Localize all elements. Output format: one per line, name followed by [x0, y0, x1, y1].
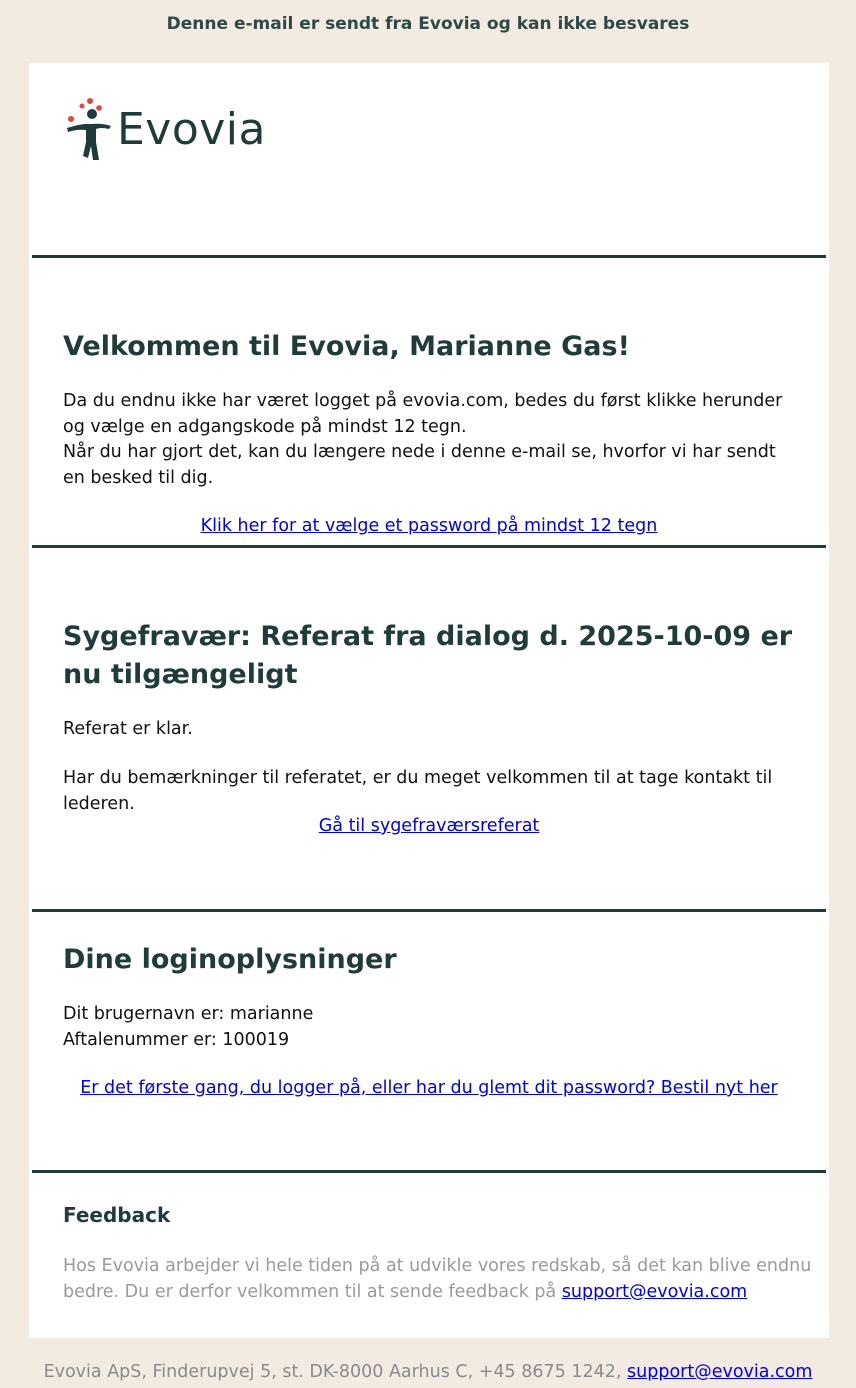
- feedback-email-link[interactable]: support@evovia.com: [561, 1281, 748, 1302]
- reset-password-link[interactable]: Er det første gang, du logger på, eller har du glemt dit password? Bestil nyt her: [80, 1078, 778, 1098]
- section-divider: [32, 909, 826, 912]
- feedback-body: Hos Evovia arbejder vi hele tiden på at udvikle vores redskab, så det kan blive endnu bedre. Du er derfor velkommen til at sende feedback på: [63, 1256, 812, 1302]
- welcome-text-1: Da du endnu ikke har været logget på evovia.com, bedes du først klikke herunder og vælge en adgangskode på mindst 12 tegn.: [63, 391, 783, 437]
- absence-title: Sygefravær: Referat fra dialog d. 2025-10-09 er nu tilgængeligt: [63, 621, 793, 690]
- absence-text-2: Har du bemærkninger til referatet, er du meget velkommen til at tage kontakt til lederen.: [63, 768, 773, 814]
- login-username: Dit brugernavn er: marianne: [63, 1004, 314, 1024]
- feedback-title: Feedback: [63, 1203, 171, 1227]
- section-divider: [32, 1170, 826, 1173]
- evovia-figure-icon: [63, 96, 113, 162]
- evovia-logo: [63, 95, 266, 163]
- feedback-text: [63, 1254, 813, 1305]
- footer-address: Evovia ApS, Finderupvej 5, st. DK-8000 Aarhus C, +45 8675 1242,: [43, 1362, 628, 1382]
- login-title: Dine loginoplysninger: [63, 944, 397, 975]
- email-card: [29, 63, 829, 1338]
- footer: [0, 1362, 856, 1382]
- welcome-title: Velkommen til Evovia, Marianne Gas!: [63, 331, 630, 362]
- absence-report-link[interactable]: Gå til sygefraværsreferat: [318, 816, 540, 836]
- login-agreement-number: Aftalenummer er: 100019: [63, 1030, 290, 1050]
- absence-text-1: Referat er klar.: [63, 719, 193, 739]
- email-notice: Denne e-mail er sendt fra Evovia og kan ikke besvares: [166, 14, 690, 34]
- reset-password-link-wrap: [29, 1078, 829, 1098]
- section-divider: [32, 255, 826, 258]
- footer-email-link[interactable]: support@evovia.com: [627, 1362, 813, 1382]
- set-password-link-wrap: [29, 516, 829, 536]
- absence-link-wrap: [29, 816, 829, 836]
- logo-wordmark: Evovia: [117, 103, 266, 155]
- set-password-link[interactable]: Klik her for at vælge et password på mindst 12 tegn: [200, 516, 658, 536]
- welcome-text-2: Når du har gjort det, kan du længere nede i denne e-mail se, hvorfor vi har sendt en besked til dig.: [63, 442, 776, 488]
- section-divider: [32, 545, 826, 548]
